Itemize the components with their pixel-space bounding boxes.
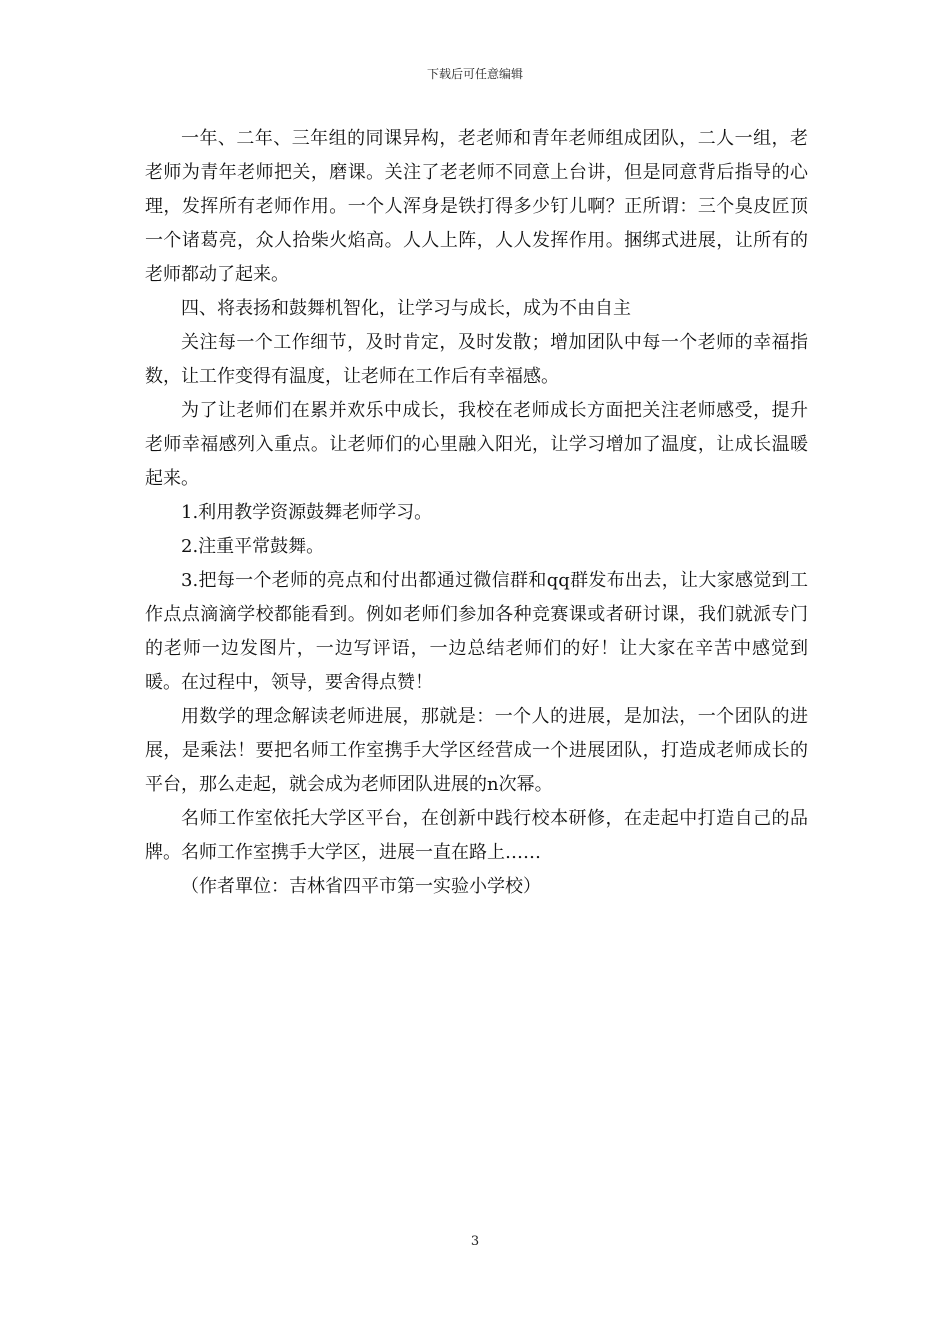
page-header: 下载后可任意编辑 <box>426 67 523 81</box>
list-item-2: 2.注重平常鼓舞。 <box>181 536 325 557</box>
section-heading-four: 四、将表扬和鼓舞机智化，让学习与成长，成为不由自主 <box>181 298 631 319</box>
document-body <box>145 122 808 904</box>
paragraph-teacher-growth: 为了让老师们在累并欢乐中成长，我校在老师成长方面把关注老师感受，提升老师幸福感列入重点。让老师们的心里融入阳光，让学习增加了温度，让成长温暖起来。 <box>145 400 808 489</box>
list-item-3: 3.把每一个老师的亮点和付出都通过微信群和qq群发布出去，让大家感觉到工作点点滴滴学校都能看到。例如老师们参加各种竞赛课或者研讨课，我们就派专门的老师一边发图片，一边写评语，一边总结老师们的好！让大家在辛苦中感觉到暖。在过程中，领导，要舍得点赞！ <box>145 570 808 693</box>
paragraph-team-building: 一年、二年、三年组的同课异构，老老师和青年老师组成团队，二人一组，老老师为青年老师把关，磨课。关注了老老师不同意上台讲，但是同意背后指导的心理，发挥所有老师作用。一个人浑身是铁打得多少钉儿啊？正所谓：三个臭皮匠顶一个诸葛亮，众人拾柴火焰高。人人上阵，人人发挥作用。捆绑式进展，让所有的老师都动了起来。 <box>145 128 808 285</box>
author-affiliation: （作者單位：吉林省四平市第一实验小学校） <box>181 876 541 897</box>
paragraph-happiness-index: 关注每一个工作细节，及时肯定，及时发散；增加团队中每一个老师的幸福指数，让工作变得有温度，让老师在工作后有幸福感。 <box>145 332 808 387</box>
page-number: 3 <box>470 1234 480 1249</box>
paragraph-math-concept: 用数学的理念解读老师进展，那就是：一个人的进展，是加法，一个团队的进展，是乘法！要把名师工作室携手大学区经营成一个进展团队，打造成老师成长的平台，那么走起，就会成为老师团队进展的n次幂。 <box>145 706 808 795</box>
paragraph-studio-brand: 名师工作室依托大学区平台，在创新中践行校本研修，在走起中打造自己的品牌。名师工作室携手大学区，进展一直在路上…… <box>145 808 808 863</box>
list-item-1: 1.利用教学资源鼓舞老师学习。 <box>181 502 433 523</box>
